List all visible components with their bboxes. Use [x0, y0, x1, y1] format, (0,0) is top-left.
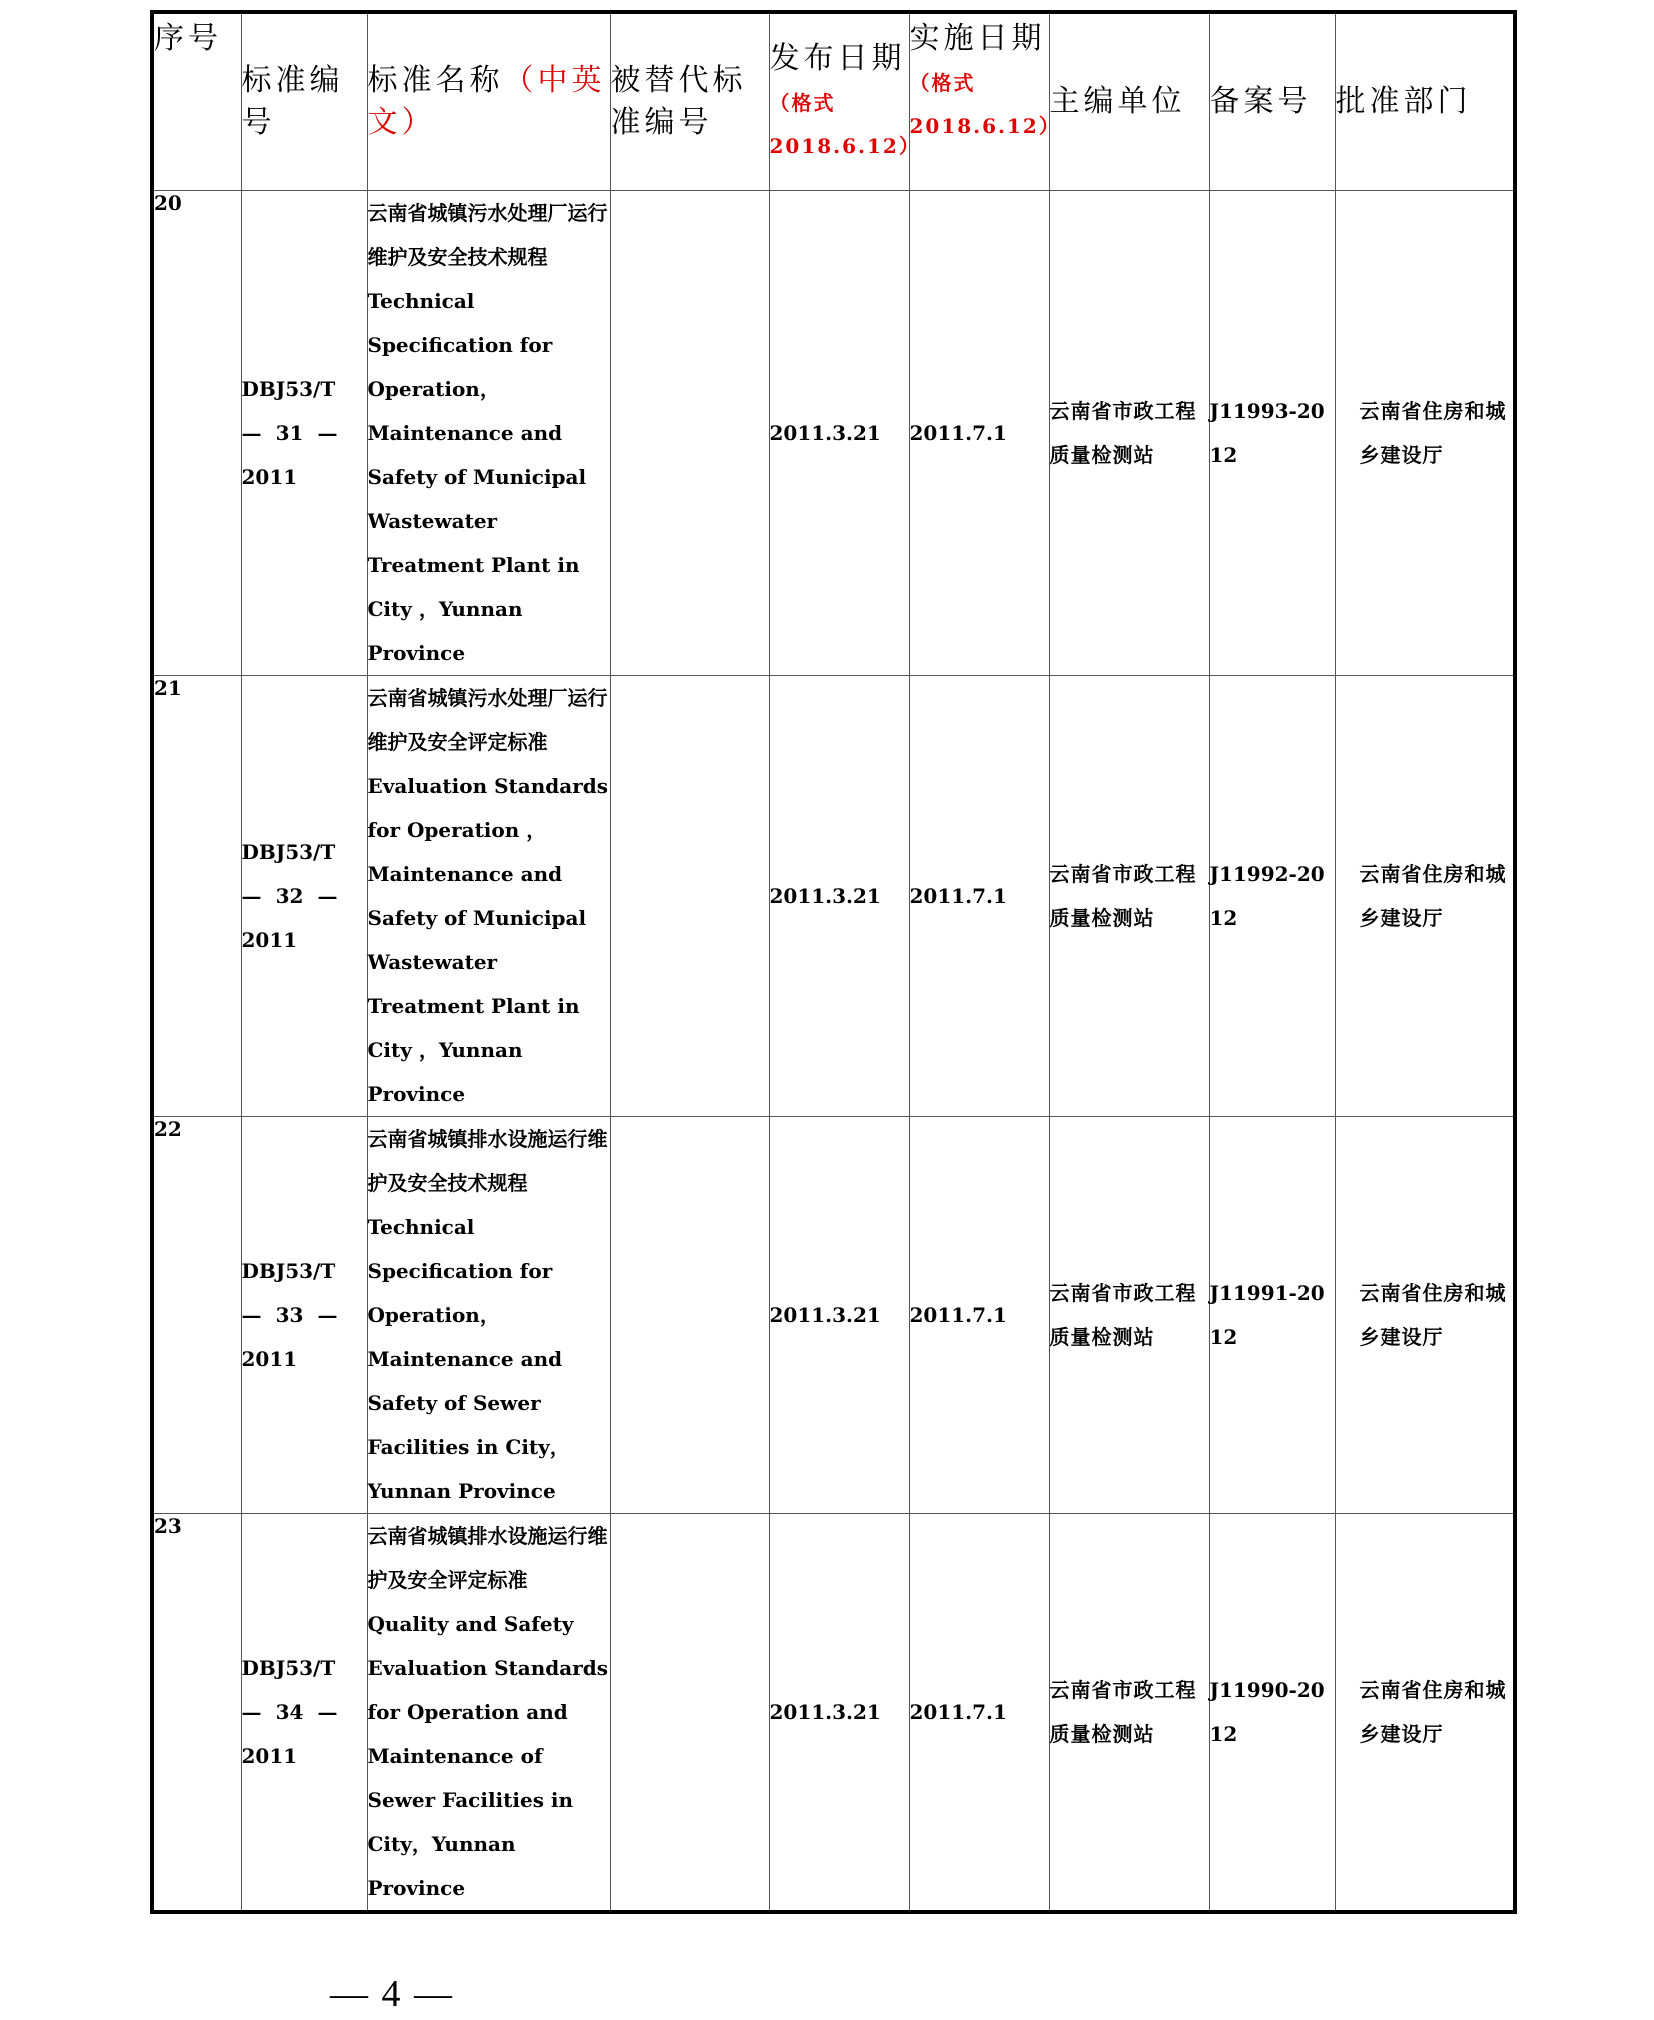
header-publish — [769, 12, 921, 190]
code-number: 32 — [275, 883, 304, 908]
code-middle — [242, 411, 338, 455]
code-middle — [242, 1690, 338, 1734]
row-effective: 2011.7.1 — [909, 675, 1049, 1116]
header-name — [367, 12, 610, 190]
code-dash-left: — — [241, 1699, 262, 1724]
row-editor: 云南省市政工程质量检测站 — [1049, 1116, 1209, 1513]
row-record: J11992-2012 — [1209, 675, 1335, 1116]
row-approver: 云南省住房和城乡建设厅 — [1335, 1513, 1515, 1912]
row-replaced — [610, 675, 769, 1116]
header-effective-note: （格式2018.6.12） — [909, 71, 1061, 138]
code-dash-left: — — [241, 883, 262, 908]
code-dash-right: — — [317, 883, 338, 908]
row-seq: 22 — [152, 1116, 241, 1513]
header-seq: 序号 — [152, 12, 241, 190]
row-record: J11991-2012 — [1209, 1116, 1335, 1513]
header-name-note: （中英文） — [367, 62, 606, 140]
code-dash-left: — — [241, 1302, 262, 1327]
row-approver: 云南省住房和城乡建设厅 — [1335, 1116, 1515, 1513]
row-effective: 2011.7.1 — [909, 1513, 1049, 1912]
row-record: J11990-2012 — [1209, 1513, 1335, 1912]
row-replaced — [610, 1513, 769, 1912]
row-effective: 2011.7.1 — [909, 190, 1049, 675]
code-number: 31 — [275, 420, 304, 445]
code-prefix: DBJ53/T — [241, 1655, 336, 1680]
row-seq: 23 — [152, 1513, 241, 1912]
row-seq: 21 — [152, 675, 241, 1116]
code-year: 2011 — [241, 1346, 298, 1371]
header-record: 备案号 — [1209, 12, 1335, 190]
table-header-row — [152, 12, 1515, 190]
row-effective: 2011.7.1 — [909, 1116, 1049, 1513]
row-editor: 云南省市政工程质量检测站 — [1049, 675, 1209, 1116]
row-seq: 20 — [152, 190, 241, 675]
row-editor: 云南省市政工程质量检测站 — [1049, 190, 1209, 675]
row-name: 云南省城镇污水处理厂运行维护及安全技术规程 Technical Specification for Operation，Maintenance and Safety of Municipal Wastewater Treatment Plant in City ，Yunnan Province — [367, 190, 610, 675]
row-publish: 2011.3.21 — [769, 675, 909, 1116]
header-effective — [909, 12, 1061, 190]
code-prefix: DBJ53/T — [241, 376, 336, 401]
row-code — [241, 190, 367, 675]
header-code: 标准编号 — [241, 12, 367, 190]
table-row — [152, 190, 1515, 675]
code-dash-right: — — [317, 1302, 338, 1327]
code-middle — [242, 874, 338, 918]
code-number: 34 — [275, 1699, 304, 1724]
header-name-main: 标准名称 — [367, 62, 504, 98]
header-replaced: 被替代标准编号 — [610, 12, 769, 190]
row-publish: 2011.3.21 — [769, 1513, 909, 1912]
row-record: J11993-2012 — [1209, 190, 1335, 675]
header-effective-main: 实施日期 — [909, 21, 1046, 56]
row-approver: 云南省住房和城乡建设厅 — [1335, 675, 1515, 1116]
row-name: 云南省城镇污水处理厂运行维护及安全评定标准 Evaluation Standards for Operation ，Maintenance and Safety of Municipal Wastewater Treatment Plant in City ，Yunnan Province — [367, 675, 610, 1116]
row-approver: 云南省住房和城乡建设厅 — [1335, 190, 1515, 675]
row-name: 云南省城镇排水设施运行维护及安全技术规程 Technical Specification for Operation，Maintenance and Safety of Sewer Facilities in City，Yunnan Province — [367, 1116, 610, 1513]
row-code — [241, 1513, 367, 1912]
header-publish-note: （格式2018.6.12） — [769, 90, 921, 158]
table-row — [152, 675, 1515, 1116]
row-replaced — [610, 1116, 769, 1513]
code-year: 2011 — [241, 927, 298, 952]
code-dash-left: — — [241, 420, 262, 445]
code-dash-right: — — [317, 1699, 338, 1724]
row-name: 云南省城镇排水设施运行维护及安全评定标准 Quality and Safety Evaluation Standards for Operation and Maintenance of Sewer Facilities in City，Yunnan Province — [367, 1513, 610, 1912]
table-row — [152, 1513, 1515, 1912]
code-number: 33 — [275, 1302, 304, 1327]
code-prefix: DBJ53/T — [241, 839, 336, 864]
code-year: 2011 — [241, 1743, 298, 1768]
code-middle — [242, 1293, 338, 1337]
code-year: 2011 — [241, 464, 298, 489]
row-editor: 云南省市政工程质量检测站 — [1049, 1513, 1209, 1912]
table-row — [152, 1116, 1515, 1513]
header-editor: 主编单位 — [1049, 12, 1209, 190]
code-prefix: DBJ53/T — [241, 1258, 336, 1283]
standards-table — [150, 10, 1517, 1914]
row-replaced — [610, 190, 769, 675]
row-publish: 2011.3.21 — [769, 1116, 909, 1513]
row-code — [241, 1116, 367, 1513]
code-dash-right: — — [317, 420, 338, 445]
page-number: — 4 — — [330, 1973, 454, 2015]
row-code — [241, 675, 367, 1116]
header-approver: 批准部门 — [1335, 12, 1515, 190]
header-publish-main: 发布日期 — [769, 40, 906, 76]
row-publish: 2011.3.21 — [769, 190, 909, 675]
